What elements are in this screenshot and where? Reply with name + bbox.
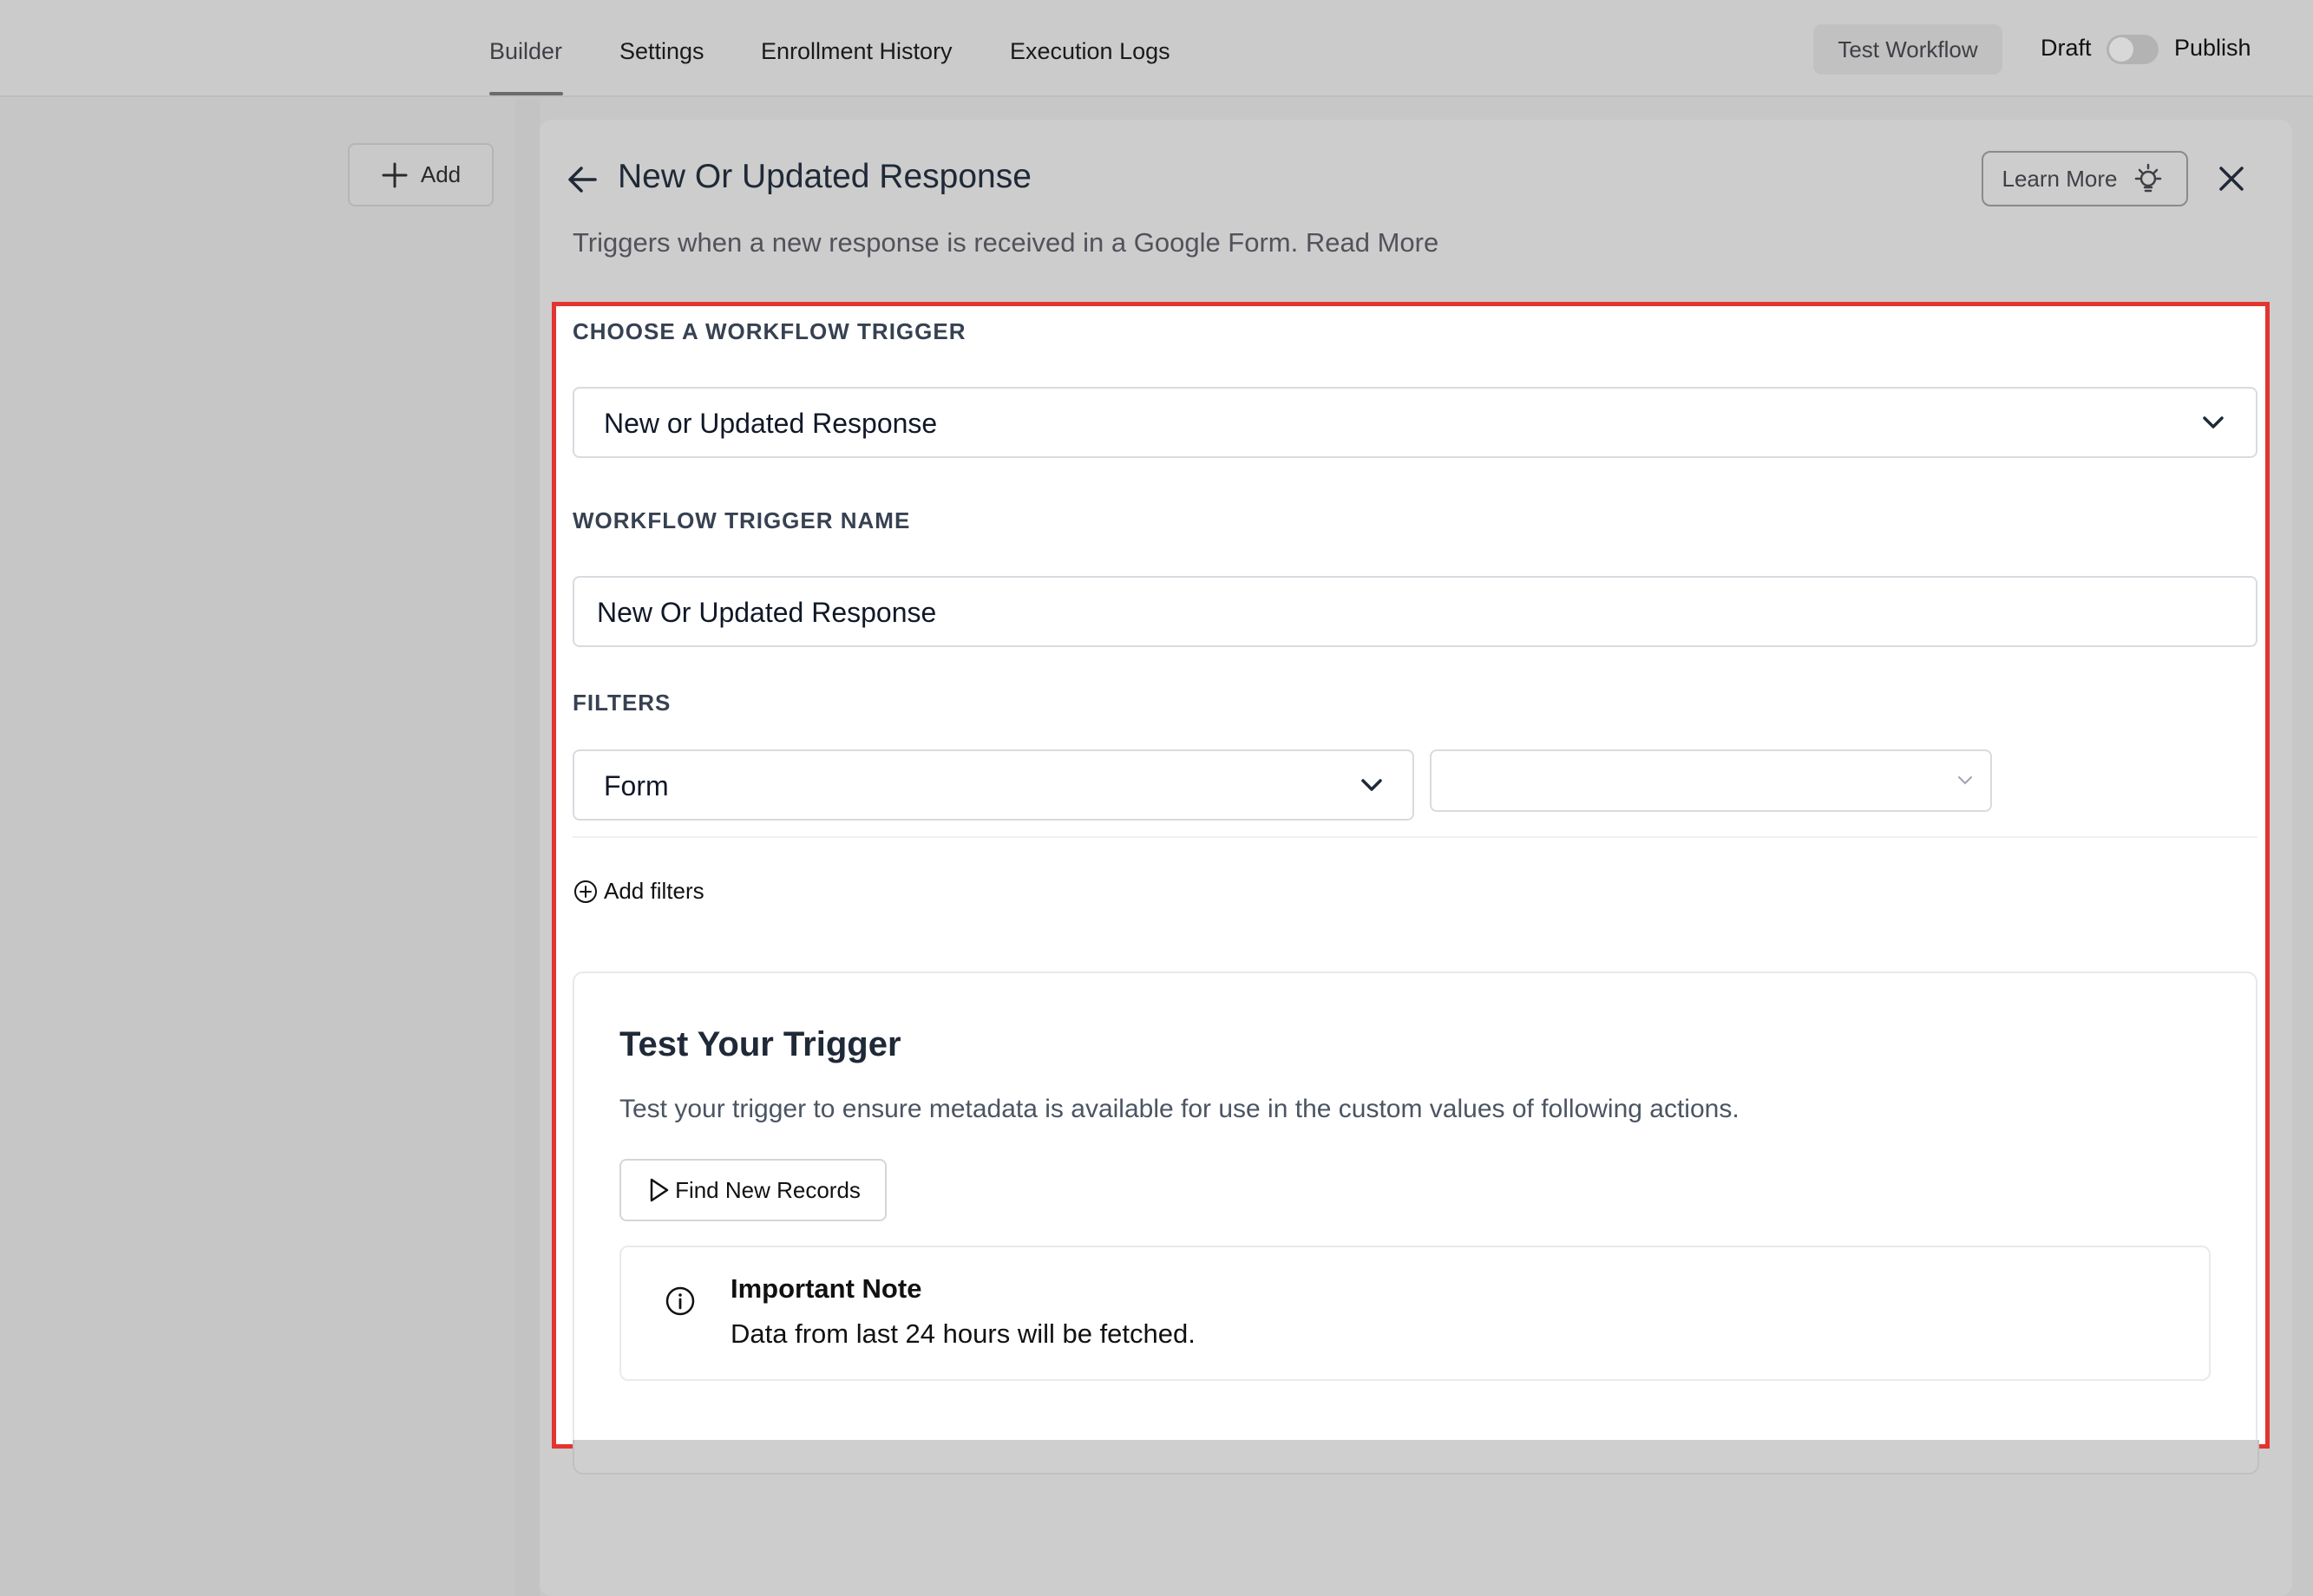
panel-title: New Or Updated Response — [618, 158, 1032, 195]
chevron-down-icon — [2200, 411, 2226, 434]
plus-icon — [381, 161, 409, 189]
active-tab-indicator — [489, 92, 563, 95]
add-filters-label: Add filters — [604, 878, 704, 904]
choose-trigger-label: CHOOSE A WORKFLOW TRIGGER — [573, 318, 966, 344]
filter-field-value: Form — [604, 770, 669, 801]
learn-more-label: Learn More — [2002, 165, 2118, 192]
panel-footer-edge — [573, 1440, 2259, 1475]
chevron-down-icon — [1956, 772, 1975, 788]
tab-enrollment-history[interactable]: Enrollment History — [761, 38, 953, 64]
back-arrow-icon[interactable] — [564, 161, 600, 198]
test-trigger-title: Test Your Trigger — [619, 1025, 901, 1063]
publish-label: Publish — [2174, 35, 2251, 61]
add-button[interactable] — [348, 143, 494, 206]
filter-field-select[interactable] — [573, 749, 1414, 821]
add-filters-button[interactable] — [573, 878, 704, 905]
canvas-area — [0, 99, 515, 1596]
chevron-down-icon — [1359, 774, 1385, 796]
lightbulb-icon — [2129, 160, 2167, 198]
trigger-name-value: New Or Updated Response — [597, 597, 937, 628]
add-button-label: Add — [420, 161, 462, 187]
panel-divider — [515, 99, 540, 1596]
filter-value-select[interactable] — [1430, 749, 1992, 812]
info-icon — [665, 1285, 696, 1317]
filters-label: FILTERS — [573, 690, 672, 716]
filter-row-divider — [573, 836, 2257, 838]
top-nav-bar — [0, 0, 2313, 97]
important-note-box — [619, 1246, 2211, 1381]
find-new-records-button[interactable] — [619, 1159, 887, 1221]
test-trigger-description: Test your trigger to ensure metadata is available for use in the custom values of following actions. — [619, 1095, 1740, 1123]
draft-label: Draft — [2041, 35, 2092, 61]
toggle-knob — [2109, 37, 2133, 62]
publish-toggle[interactable] — [2107, 35, 2159, 64]
panel-description: Triggers when a new response is received in a Google Form. Read More — [573, 227, 1439, 258]
play-icon — [645, 1176, 672, 1204]
tab-settings[interactable]: Settings — [619, 38, 704, 64]
important-note-text: Data from last 24 hours will be fetched. — [731, 1318, 1196, 1349]
tab-execution-logs[interactable]: Execution Logs — [1010, 38, 1170, 64]
test-workflow-button[interactable]: Test Workflow — [1813, 24, 2002, 75]
important-note-title: Important Note — [731, 1273, 922, 1304]
learn-more-button[interactable] — [1982, 151, 2188, 206]
trigger-select-value: New or Updated Response — [604, 408, 938, 439]
plus-circle-icon — [573, 879, 599, 905]
find-new-records-label: Find New Records — [675, 1176, 861, 1203]
close-icon[interactable] — [2218, 165, 2245, 193]
tab-builder[interactable]: Builder — [489, 38, 563, 64]
trigger-name-label: WORKFLOW TRIGGER NAME — [573, 507, 911, 533]
